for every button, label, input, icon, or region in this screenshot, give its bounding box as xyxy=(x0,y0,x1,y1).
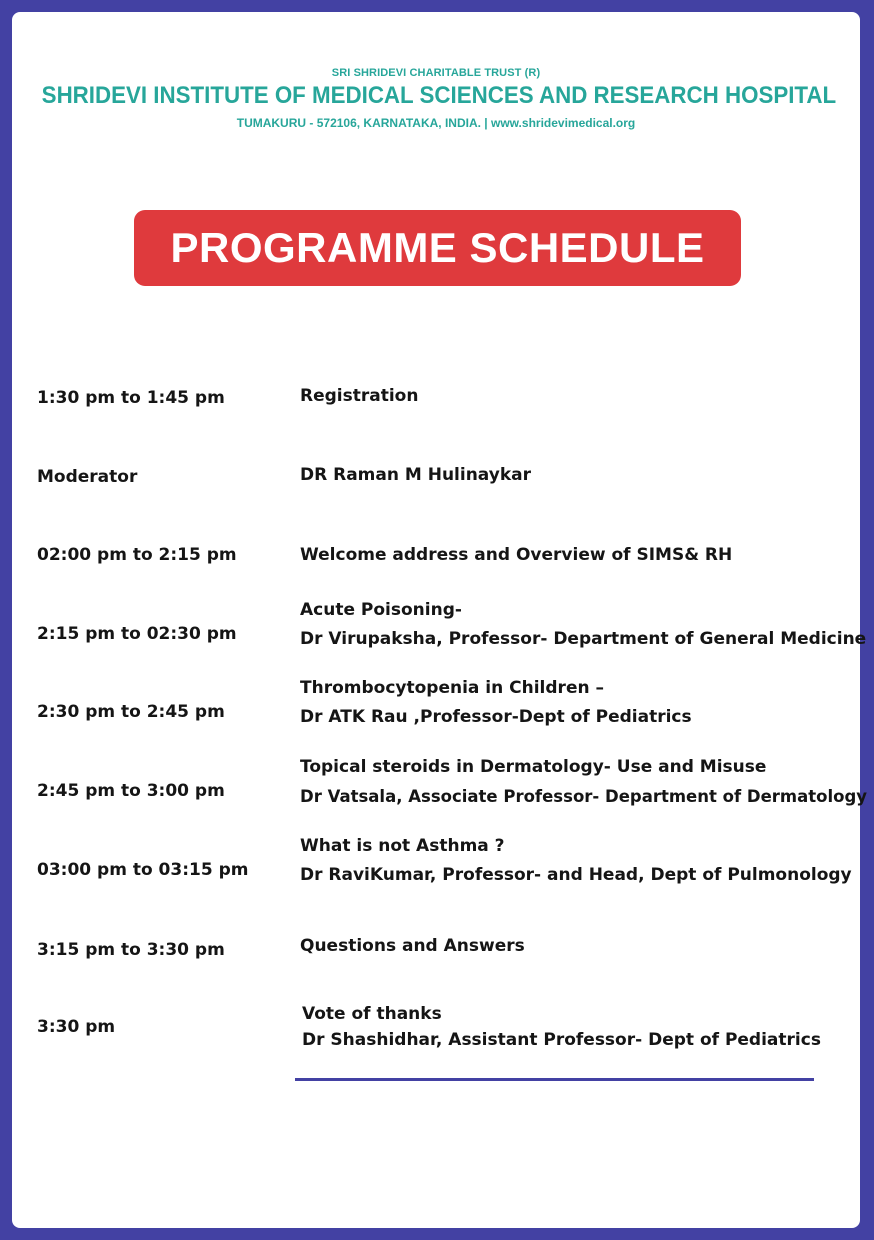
schedule-time: 03:00 pm to 03:15 pm xyxy=(37,860,249,880)
schedule-detail xyxy=(300,753,867,811)
schedule-detail xyxy=(300,932,525,961)
schedule-item-title: Questions and Answers xyxy=(300,936,525,956)
document-page xyxy=(12,12,868,1228)
schedule-time: 02:00 pm to 2:15 pm xyxy=(37,545,237,565)
schedule-item-title: DR Raman M Hulinaykar xyxy=(300,465,532,485)
schedule-item-speaker: Dr Virupaksha, Professor- Department of General Medicine xyxy=(300,629,867,649)
schedule-item-title: Vote of thanks xyxy=(302,1004,442,1024)
title-banner xyxy=(134,210,741,286)
schedule-detail xyxy=(300,461,531,490)
schedule-item-speaker: Dr Vatsala, Associate Professor- Department of Dermatology xyxy=(300,787,868,806)
schedule-item-speaker: Dr ATK Rau ,Professor-Dept of Pediatrics xyxy=(300,707,692,727)
schedule-detail xyxy=(300,832,852,890)
schedule-detail xyxy=(300,596,866,654)
schedule-time: 2:45 pm to 3:00 pm xyxy=(37,781,225,801)
schedule-item-title: Acute Poisoning- xyxy=(300,600,462,620)
schedule-detail xyxy=(300,674,692,732)
schedule-time: Moderator xyxy=(37,467,138,487)
schedule-item-speaker: Dr RaviKumar, Professor- and Head, Dept of Pulmonology xyxy=(300,865,852,885)
schedule-detail xyxy=(302,1001,821,1053)
schedule-time: 3:30 pm xyxy=(37,1017,116,1037)
schedule-time: 2:30 pm to 2:45 pm xyxy=(37,702,225,722)
institution-name: SHRIDEVI INSTITUTE OF MEDICAL SCIENCES AND RESEARCH HOSPITAL xyxy=(41,82,837,109)
trust-name: SRI SHRIDEVI CHARITABLE TRUST (R) xyxy=(331,67,541,79)
schedule-item-title: What is not Asthma ? xyxy=(300,836,505,856)
schedule-item-title: Welcome address and Overview of SIMS& RH xyxy=(300,545,733,565)
schedule-time: 2:15 pm to 02:30 pm xyxy=(37,624,237,644)
schedule-time: 3:15 pm to 3:30 pm xyxy=(37,940,225,960)
schedule-item-title: Topical steroids in Dermatology- Use and Misuse xyxy=(300,757,767,777)
schedule-time: 1:30 pm to 1:45 pm xyxy=(37,388,225,408)
divider-line xyxy=(295,1078,814,1081)
schedule-detail xyxy=(300,382,418,411)
schedule-detail xyxy=(300,541,732,570)
schedule-item-title: Thrombocytopenia in Children – xyxy=(300,678,604,698)
institution-address: TUMAKURU - 572106, KARNATAKA, INDIA. | www.shridevimedical.org xyxy=(236,116,636,130)
page-title: PROGRAMME SCHEDULE xyxy=(170,224,705,271)
schedule-item-speaker: Dr Shashidhar, Assistant Professor- Dept of Pediatrics xyxy=(302,1030,821,1050)
schedule-item-title: Registration xyxy=(300,386,419,406)
